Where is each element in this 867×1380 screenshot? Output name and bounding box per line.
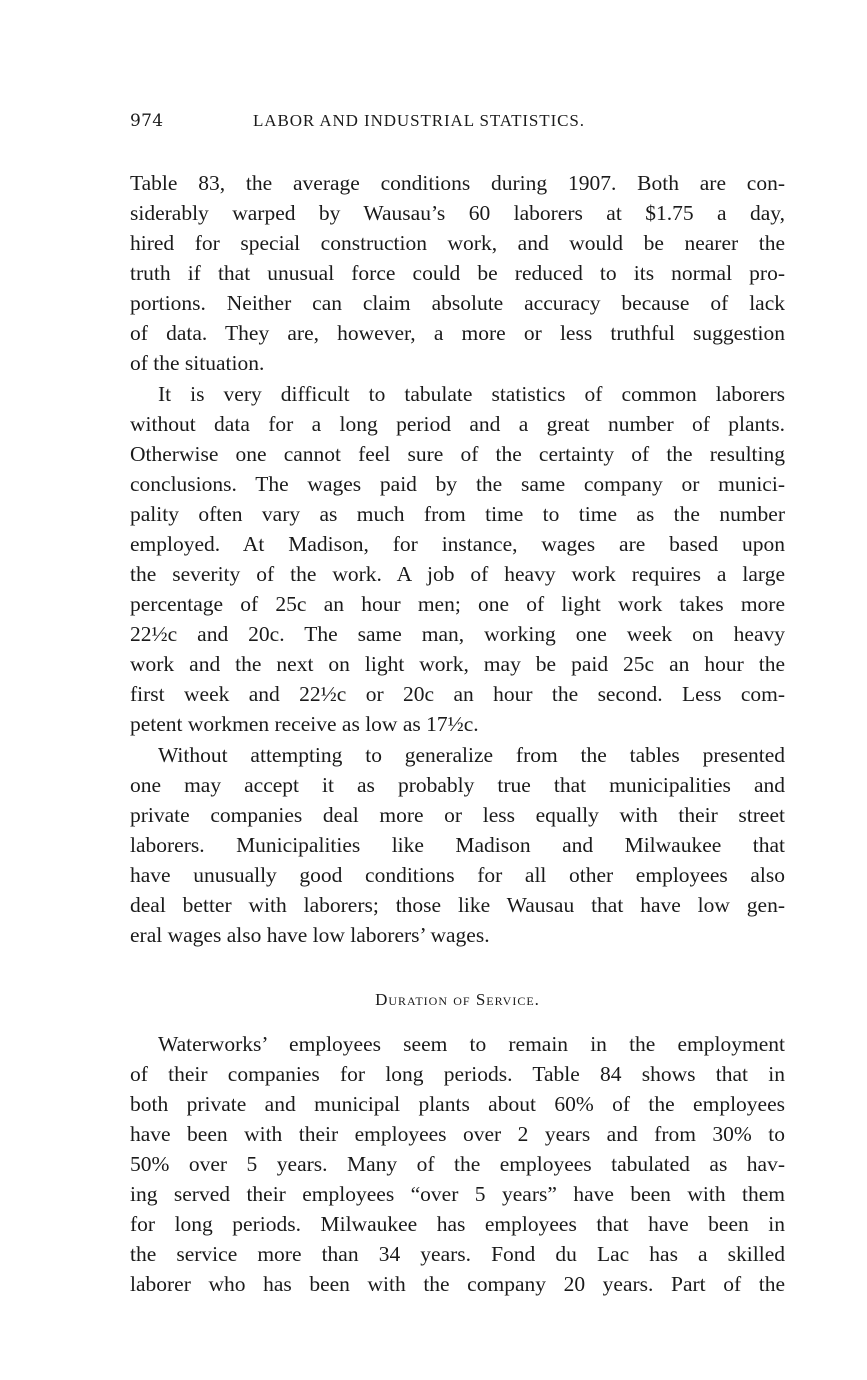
text-line: laborers. Municipalities like Madison and Milwaukee that [130,833,785,857]
running-head [130,111,785,137]
text-line: truth if that unusual force could be reduced to its normal pro- [130,261,785,285]
text-line: for long periods. Milwaukee has employees that have been in [130,1212,785,1236]
text-line: deal better with laborers; those like Wausau that have low gen- [130,893,785,917]
text-line: have unusually good conditions for all other employees also [130,863,785,887]
text-line: ing served their employees “over 5 years” have been with them [130,1182,785,1206]
text-line: both private and municipal plants about 60% of the employees [130,1092,785,1116]
text-line: petent workmen receive as low as 17½c. [130,712,479,736]
text-line: 22½c and 20c. The same man, working one week on heavy [130,622,785,646]
section-heading [130,986,785,1014]
text-line: percentage of 25c an hour men; one of light work takes more [130,592,785,616]
text-line: the severity of the work. A job of heavy work requires a large [130,562,785,586]
text-line: one may accept it as probably true that municipalities and [130,773,785,797]
text-line: 50% over 5 years. Many of the employees tabulated as hav- [130,1152,785,1176]
text-line: Without attempting to generalize from the tables presented [158,743,785,767]
text-line: the service more than 34 years. Fond du Lac has a skilled [130,1242,785,1266]
section-heading-text: Duration of Service. [375,990,540,1009]
text-line: laborer who has been with the company 20 years. Part of the [130,1272,785,1296]
text-line: employed. At Madison, for instance, wages are based upon [130,532,785,556]
text-line: of their companies for long periods. Table 84 shows that in [130,1062,785,1086]
paragraph-2 [130,379,785,739]
text-line: Otherwise one cannot feel sure of the certainty of the resulting [130,442,785,466]
text-line: pality often vary as much from time to time as the number [130,502,785,526]
text-line: portions. Neither can claim absolute accuracy because of lack [130,291,785,315]
text-line: Table 83, the average conditions during 1907. Both are con- [130,171,785,195]
text-line: It is very difficult to tabulate statistics of common laborers [158,382,785,406]
paragraph-1 [130,168,785,378]
paragraph-3 [130,740,785,950]
text-line: private companies deal more or less equally with their street [130,803,785,827]
text-line: Waterworks’ employees seem to remain in the employment [158,1032,785,1056]
text-line: first week and 22½c or 20c an hour the second. Less com- [130,682,785,706]
text-line: hired for special construction work, and would be nearer the [130,231,785,255]
text-line: have been with their employees over 2 years and from 30% to [130,1122,785,1146]
page-number: 974 [130,111,164,131]
text-line: work and the next on light work, may be paid 25c an hour the [130,652,785,676]
text-line: eral wages also have low laborers’ wages. [130,923,490,947]
text-line: conclusions. The wages paid by the same company or munici- [130,472,785,496]
paragraph-4 [130,1029,785,1299]
text-line: siderably warped by Wausau’s 60 laborers at $1.75 a day, [130,201,785,225]
text-line: without data for a long period and a great number of plants. [130,412,785,436]
running-title: LABOR AND INDUSTRIAL STATISTICS. [253,111,585,130]
text-line: of data. They are, however, a more or less truthful suggestion [130,321,785,345]
text-line: of the situation. [130,351,265,375]
